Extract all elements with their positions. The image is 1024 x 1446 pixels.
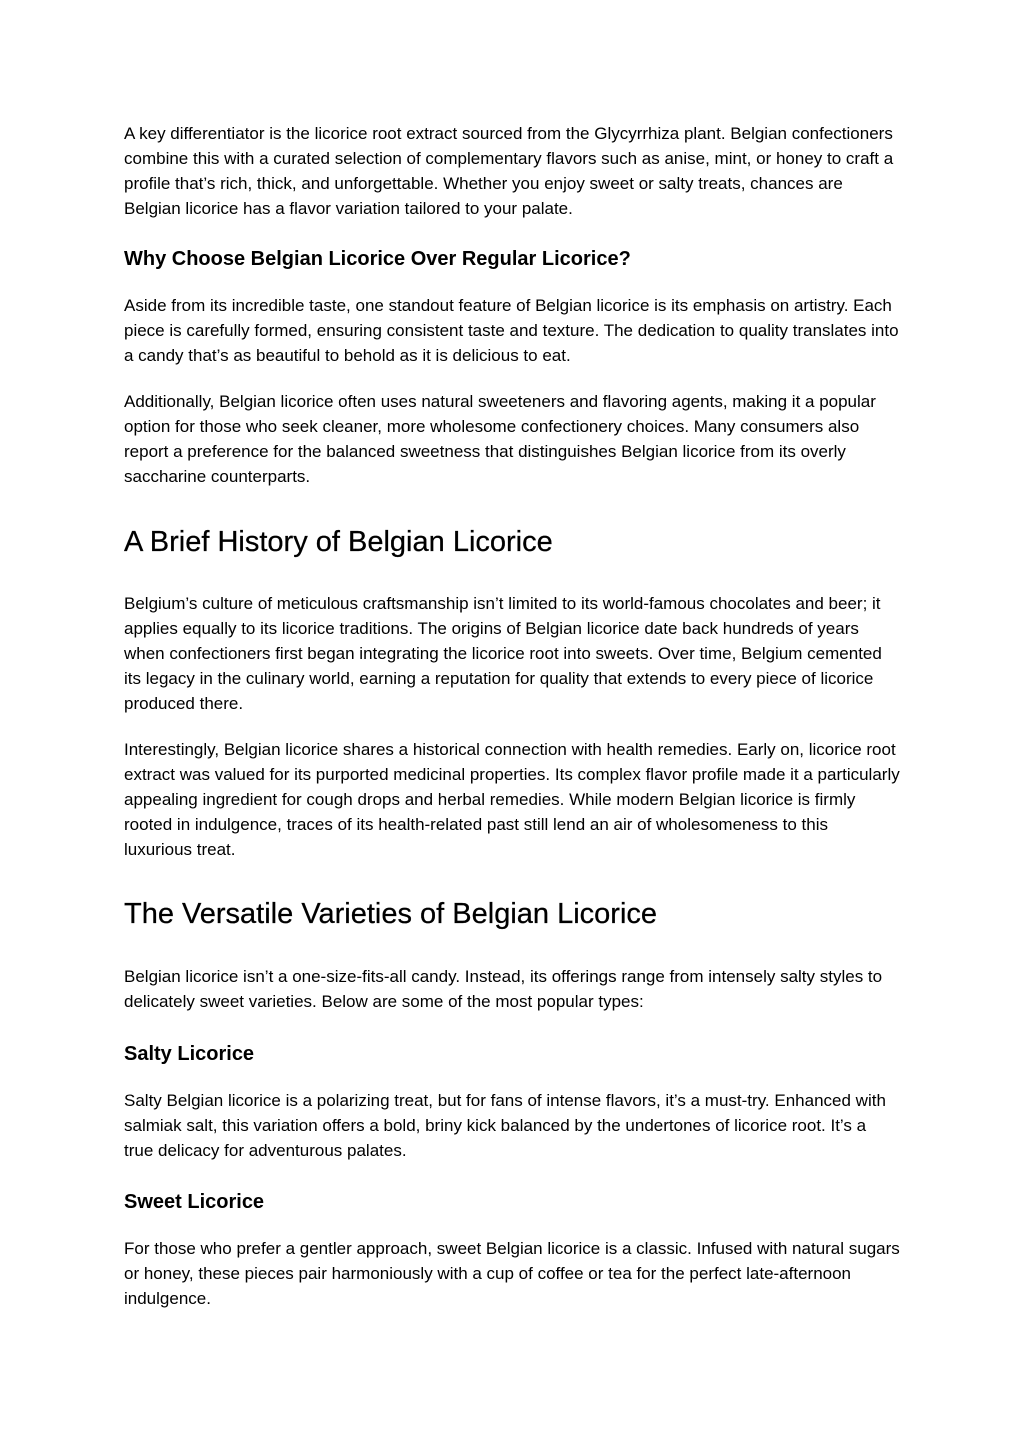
paragraph-craftsmanship: Belgium’s culture of meticulous craftsmanship isn’t limited to its world-famous chocolates and beer; it applies equally to its licorice traditions. The origins of Belgian licorice date back hundreds of years when confectioners first began integrating the licorice root into sweets. Over time, Belgium cemented its legacy in the culinary world, earning a reputation for quality that extends to every piece of licorice produced there. [124, 594, 882, 713]
heading-sweet-licorice: Sweet Licorice [124, 1191, 265, 1213]
paragraph-health-remedies: Interestingly, Belgian licorice shares a historical connection with health remedies. Early on, licorice root extract was valued for its purported medicinal properties. Its complex flavor profile made it a particularly appealing ingredient for cough drops and herbal remedies. While modern Belgian licorice is firmly rooted in indulgence, traces of its health-related past still lend an air of wholesomeness to this luxurious treat. [124, 740, 900, 859]
heading-salty-licorice: Salty Licorice [124, 1043, 255, 1065]
paragraph-licorice-extract: A key differentiator is the licorice root extract sourced from the Glycyrrhiza plant. Belgian confectioners combine this with a curated selection of complementary flavors such as anise, mint, or honey to craft a profile that’s rich, thick, and unforgettable. Whether you enjoy sweet or salty treats, chances are Belgian licorice has a flavor variation tailored to your palate. [124, 124, 894, 218]
paragraph-varieties-intro: Belgian licorice isn’t a one-size-fits-all candy. Instead, its offerings range from intensely salty styles to delicately sweet varieties. Below are some of the most popular types: [124, 967, 883, 1011]
paragraph-sweet-licorice: For those who prefer a gentler approach, sweet Belgian licorice is a classic. Infused with natural sugars or honey, these pieces pair harmoniously with a cup of coffee or tea for the perfect late-afternoon indulgence. [124, 1239, 900, 1308]
paragraph-salty-licorice: Salty Belgian licorice is a polarizing treat, but for fans of intense flavors, it’s a must-try. Enhanced with salmiak salt, this variation offers a bold, briny kick balanced by the undertones of licorice root. It’s a true delicacy for adventurous palates. [124, 1091, 886, 1160]
paragraph-artistry: Aside from its incredible taste, one standout feature of Belgian licorice is its emphasis on artistry. Each piece is carefully formed, ensuring consistent taste and texture. The dedication to quality translates into a candy that’s as beautiful to behold as it is delicious to eat. [124, 296, 899, 365]
heading-why-choose: Why Choose Belgian Licorice Over Regular Licorice? [124, 248, 631, 270]
heading-history: A Brief History of Belgian Licorice [124, 526, 553, 558]
heading-varieties: The Versatile Varieties of Belgian Licorice [124, 898, 658, 930]
paragraph-natural-sweeteners: Additionally, Belgian licorice often uses natural sweeteners and flavoring agents, making it a popular option for those who seek cleaner, more wholesome confectionery choices. Many consumers also report a preference for the balanced sweetness that distinguishes Belgian licorice from its overly saccharine counterparts. [124, 392, 876, 486]
document-body [124, 121, 900, 1311]
